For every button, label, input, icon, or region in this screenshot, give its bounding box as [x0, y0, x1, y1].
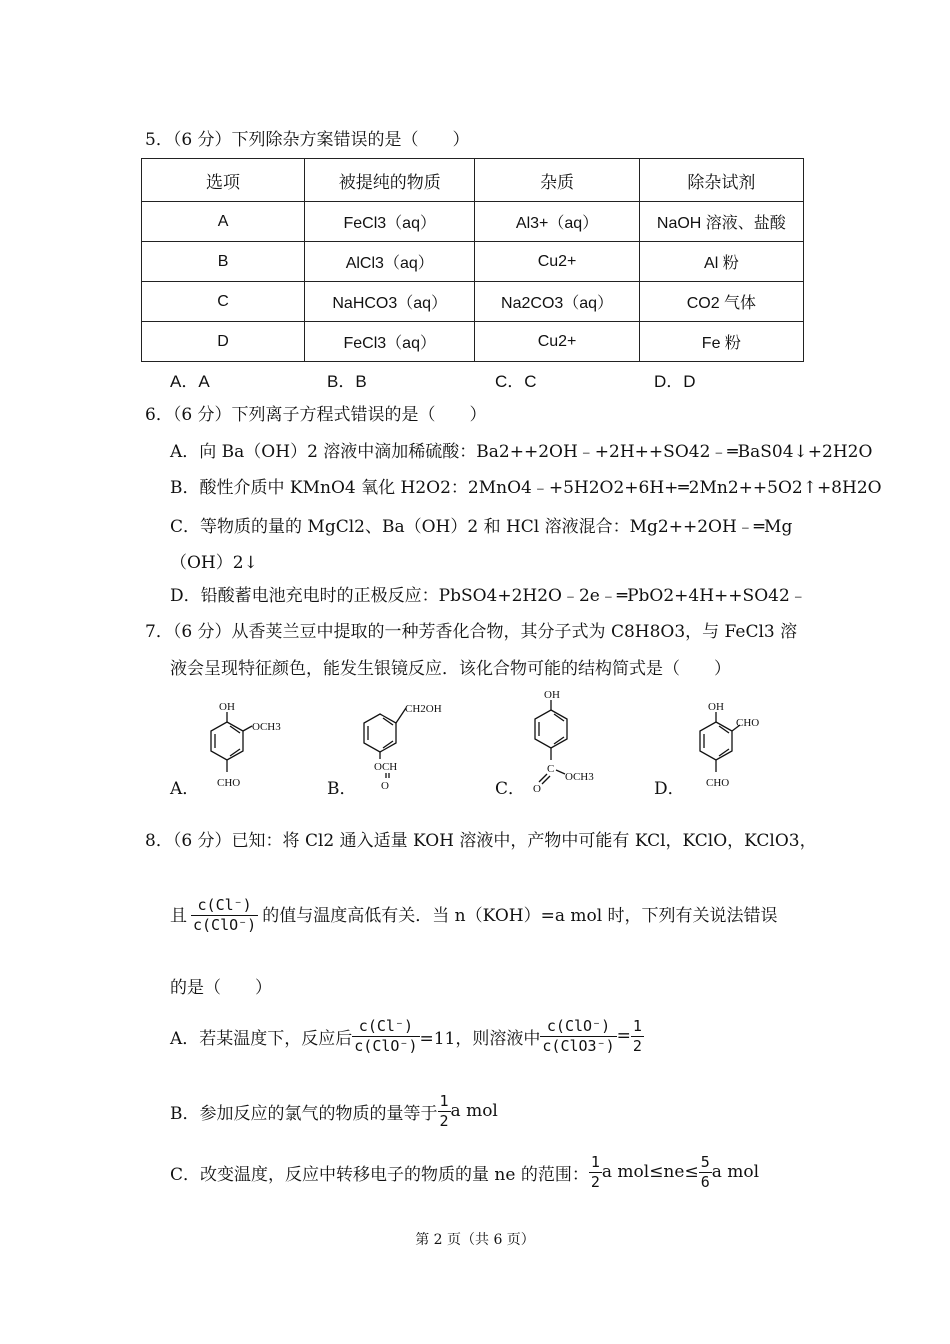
svg-text:OCH3: OCH3 [252, 721, 281, 733]
frac-num: 1 [439, 1092, 449, 1110]
choice-a[interactable]: A．A [170, 372, 210, 391]
svg-text:OH: OH [219, 701, 235, 713]
q5-table [141, 158, 804, 362]
structure-c-diagram [525, 686, 635, 794]
cell-impurity: Na2CO3（aq） [475, 282, 639, 322]
q8-c-mid: a mol≤ne≤ [601, 1162, 699, 1183]
q6-option-d[interactable]: D．铅酸蓄电池充电时的正极反应：PbSO4+2H2O﹣2e﹣═PbO2+4H++SO42﹣ [170, 586, 807, 606]
svg-text:OCH3: OCH3 [565, 771, 594, 783]
q6-stem: 6．（6 分）下列离子方程式错误的是（ ） [145, 405, 487, 425]
q7-label-a[interactable]: A． [170, 779, 200, 799]
q8-c-text: C．改变温度，反应中转移电子的物质的量 ne 的范围： [170, 1164, 589, 1185]
frac-num: c(ClO⁻) [540, 1017, 616, 1037]
header-cell: 除杂试剂 [639, 159, 803, 202]
svg-text:CHO: CHO [706, 777, 730, 789]
q6-option-c[interactable]: C．等物质的量的 MgCl2、Ba（OH）2 和 HCl 溶液混合：Mg2++2OH﹣═Mg（OH）2↓ [170, 517, 793, 573]
fraction-half [631, 1017, 644, 1056]
structure-a-diagram [195, 700, 295, 795]
svg-text:CHO: CHO [736, 717, 760, 729]
frac-num: 1 [632, 1017, 642, 1035]
frac-num: c(Cl⁻) [352, 1017, 419, 1037]
fraction-cl-clo [352, 1017, 419, 1056]
header-cell: 被提纯的物质 [305, 159, 475, 202]
q5-stem: 5．（6 分）下列除杂方案错误的是（ ） [145, 130, 470, 150]
q8-suffix: 的值与温度高低有关．当 n（KOH）=a mol 时，下列有关说法错误 [262, 906, 778, 926]
cell-reagent: NaOH 溶液、盐酸 [639, 202, 803, 242]
fraction-clo-clo3 [540, 1017, 616, 1056]
cell-impurity: Cu2+ [475, 322, 639, 362]
q8-stem-line1: 8．（6 分）已知：将 Cl2 通入适量 KOH 溶液中，产物中可能有 KCl，KClO，KClO3， [145, 831, 817, 851]
frac-num: 5 [700, 1153, 710, 1171]
q8-option-a[interactable] [170, 1017, 644, 1056]
svg-text:CH2OH: CH2OH [405, 703, 442, 715]
frac-den: 6 [700, 1172, 710, 1191]
structure-d-diagram [690, 700, 790, 795]
q7-stem-line1: 7．（6 分）从香荚兰豆中提取的一种芳香化合物，其分子式为 C8H8O3，与 FeCl3 溶 [145, 622, 798, 642]
q8-a-prefix: A．若某温度下，反应后 [170, 1028, 353, 1049]
cell-option: C [142, 282, 305, 322]
frac-num: 1 [590, 1153, 600, 1171]
choice-d[interactable]: D．D [654, 372, 696, 391]
cell-substance: NaHCO3（aq） [305, 282, 475, 322]
structure-b-diagram [350, 692, 460, 792]
cell-reagent: Al 粉 [639, 242, 803, 282]
q8-a-mid: =11，则溶液中 [419, 1028, 541, 1049]
q7-label-b[interactable]: B． [327, 779, 357, 799]
frac-den: c(ClO⁻) [354, 1036, 418, 1055]
q8-prefix: 且 [170, 906, 187, 926]
cell-impurity: Al3+（aq） [475, 202, 639, 242]
svg-text:C: C [547, 763, 555, 775]
table-header-row [142, 159, 804, 202]
svg-text:CHO: CHO [217, 777, 241, 789]
choice-b[interactable]: B．B [327, 372, 367, 391]
fraction-half [589, 1153, 602, 1192]
q8-option-b[interactable] [170, 1092, 498, 1131]
cell-substance: FeCl3（aq） [305, 322, 475, 362]
frac-den: 2 [439, 1111, 449, 1130]
header-cell: 杂质 [475, 159, 639, 202]
fraction-cl-clo [191, 896, 258, 935]
frac-den: c(ClO3⁻) [542, 1036, 615, 1055]
q8-c-unit: a mol [711, 1162, 760, 1183]
q6-option-a[interactable]: A．向 Ba（OH）2 溶液中滴加稀硫酸：Ba2++2OH﹣+2H++SO42﹣═BaS04↓+2H2O [170, 442, 873, 462]
cell-option: D [142, 322, 305, 362]
page-footer: 第 2 页（共 6 页） [415, 1232, 535, 1248]
frac-den: 2 [632, 1036, 642, 1055]
table-row [142, 282, 804, 322]
svg-text:O: O [381, 780, 389, 792]
fraction-five-sixths [699, 1153, 712, 1192]
cell-impurity: Cu2+ [475, 242, 639, 282]
frac-num: c(Cl⁻) [191, 896, 258, 916]
frac-den: 2 [590, 1172, 600, 1191]
cell-reagent: Fe 粉 [639, 322, 803, 362]
q8-stem-line2 [170, 896, 778, 935]
frac-den: c(ClO⁻) [193, 915, 257, 934]
q7-label-c[interactable]: C． [495, 779, 526, 799]
cell-reagent: CO2 气体 [639, 282, 803, 322]
q7-stem-line2: 液会呈现特征颜色，能发生银镜反应．该化合物可能的结构简式是（ ） [170, 659, 731, 679]
cell-substance: AlCl3（aq） [305, 242, 475, 282]
q8-stem-line3: 的是（ ） [170, 978, 272, 998]
q8-b-unit: a mol [450, 1101, 498, 1122]
table-row [142, 242, 804, 282]
q7-label-d[interactable]: D． [654, 779, 685, 799]
cell-option: A [142, 202, 305, 242]
fraction-half [438, 1092, 451, 1131]
q8-b-text: B．参加反应的氯气的物质的量等于 [170, 1103, 438, 1124]
table-row [142, 322, 804, 362]
svg-text:O: O [533, 783, 541, 794]
cell-option: B [142, 242, 305, 282]
svg-text:OH: OH [544, 689, 560, 701]
svg-text:OCH: OCH [374, 761, 398, 773]
q8-option-c[interactable] [170, 1153, 759, 1192]
choice-c[interactable]: C．C [495, 372, 537, 391]
q8-a-eq: = [616, 1026, 631, 1047]
table-row [142, 202, 804, 242]
cell-substance: FeCl3（aq） [305, 202, 475, 242]
svg-text:OH: OH [708, 701, 724, 713]
q6-option-b[interactable]: B．酸性介质中 KMnO4 氧化 H2O2：2MnO4﹣+5H2O2+6H+═2Mn2++5O2↑+8H2O [170, 478, 882, 498]
header-cell: 选项 [142, 159, 305, 202]
